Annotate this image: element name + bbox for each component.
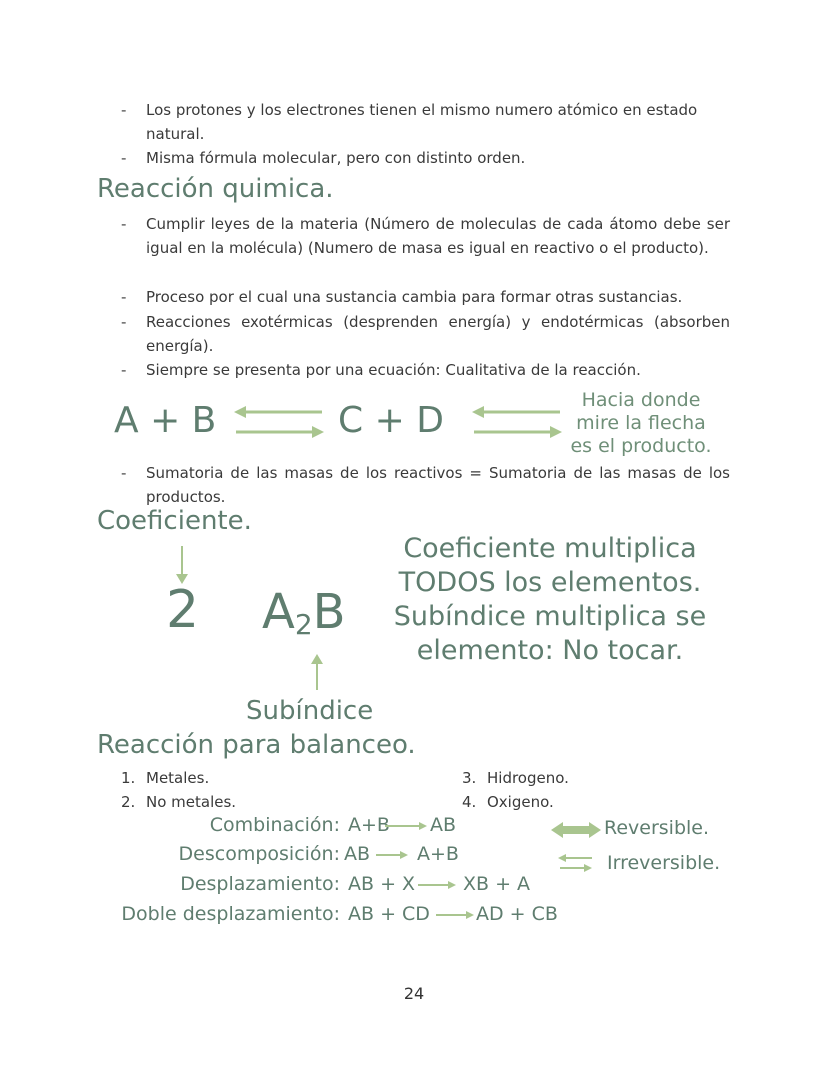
element-a: A bbox=[262, 584, 295, 640]
reaction-products: AD + CB bbox=[476, 903, 558, 925]
element-b: B bbox=[312, 584, 346, 640]
list-number: 2. bbox=[121, 793, 136, 811]
arrow-direction-note bbox=[566, 389, 716, 458]
list-item: Hidrogeno. bbox=[487, 769, 569, 787]
reaction-reactants: AB + CD bbox=[348, 903, 430, 925]
list-item: Oxigeno. bbox=[487, 793, 554, 811]
equilibrium-arrow-icon bbox=[558, 852, 594, 874]
note-line: mire la flecha bbox=[576, 412, 706, 434]
list-item: No metales. bbox=[146, 793, 237, 811]
reaction-label: Desplazamiento: bbox=[180, 873, 340, 895]
note-line: Subíndice multiplica se bbox=[393, 601, 707, 632]
bullet-dash: - bbox=[121, 313, 127, 331]
arrow-right-icon bbox=[436, 908, 476, 922]
legend-reversible: Reversible. bbox=[604, 817, 710, 839]
list-item: Metales. bbox=[146, 769, 210, 787]
reaction-label: Doble desplazamiento: bbox=[121, 903, 340, 925]
page-number: 24 bbox=[403, 984, 425, 1003]
reaction-products: A+B bbox=[417, 843, 459, 865]
equilibrium-arrow-icon bbox=[232, 402, 326, 442]
coefficient-number: 2 bbox=[166, 580, 200, 640]
bullet-text: Misma fórmula molecular, pero con distinto orden. bbox=[146, 149, 526, 167]
bullet-dash: - bbox=[121, 288, 127, 306]
list-number: 4. bbox=[462, 793, 477, 811]
reaction-reactants: AB + X bbox=[348, 873, 416, 895]
heading-reaccion-quimica: Reacción quimica. bbox=[97, 174, 334, 204]
list-number: 3. bbox=[462, 769, 477, 787]
reaction-products: AB bbox=[430, 814, 457, 836]
bullet-dash: - bbox=[121, 361, 127, 379]
formula bbox=[262, 584, 346, 641]
bullet-dash: - bbox=[121, 149, 127, 167]
coefficient-note bbox=[380, 532, 720, 668]
bullet-text: Reacciones exotérmicas (desprenden energía) y endotérmicas (absorben energía). bbox=[146, 313, 730, 355]
note-line: elemento: No tocar. bbox=[416, 635, 684, 666]
note-line: es el producto. bbox=[570, 435, 712, 457]
equilibrium-arrow-icon bbox=[470, 402, 564, 442]
arrow-up-icon bbox=[309, 652, 325, 692]
list-number: 1. bbox=[121, 769, 136, 787]
bullet-text: Sumatoria de las masas de los reactivos = Sumatoria de las masas de los productos. bbox=[146, 464, 730, 506]
arrow-right-icon bbox=[385, 819, 429, 833]
bullet-dash: - bbox=[121, 101, 127, 119]
note-line: Hacia donde bbox=[581, 389, 701, 411]
reaction-products: XB + A bbox=[463, 873, 531, 895]
heading-subindice: Subíndice bbox=[246, 696, 374, 726]
bullet-dash: - bbox=[121, 215, 127, 233]
double-arrow-icon bbox=[551, 820, 601, 840]
subscript: 2 bbox=[294, 608, 313, 641]
reaction-label: Combinación: bbox=[209, 814, 340, 836]
equation-right: C + D bbox=[338, 400, 444, 441]
reaction-label: Descomposición: bbox=[178, 843, 340, 865]
equation-left: A + B bbox=[114, 400, 217, 441]
bullet-text: Proceso por el cual una sustancia cambia para formar otras sustancias. bbox=[146, 288, 683, 306]
bullet-text: Cumplir leyes de la materia (Número de moleculas de cada átomo debe ser igual en la molécula) (Numero de masa es igual en reactivo o el producto). bbox=[146, 215, 730, 257]
bullet-text: Siempre se presenta por una ecuación: Cualitativa de la reacción. bbox=[146, 361, 641, 379]
reaction-reactants: A+B bbox=[348, 814, 390, 836]
reaction-reactants: AB bbox=[344, 843, 371, 865]
bullet-text: Los protones y los electrones tienen el mismo numero atómico en estado natural. bbox=[146, 101, 698, 143]
arrow-right-icon bbox=[376, 848, 410, 862]
bullet-dash: - bbox=[121, 464, 127, 482]
arrow-right-icon bbox=[418, 878, 458, 892]
heading-balanceo: Reacción para balanceo. bbox=[97, 730, 416, 760]
legend-irreversible: Irreversible. bbox=[607, 852, 721, 874]
note-line: TODOS los elementos. bbox=[398, 567, 702, 598]
note-line: Coeficiente multiplica bbox=[403, 533, 697, 564]
heading-coeficiente: Coeficiente. bbox=[97, 506, 252, 536]
